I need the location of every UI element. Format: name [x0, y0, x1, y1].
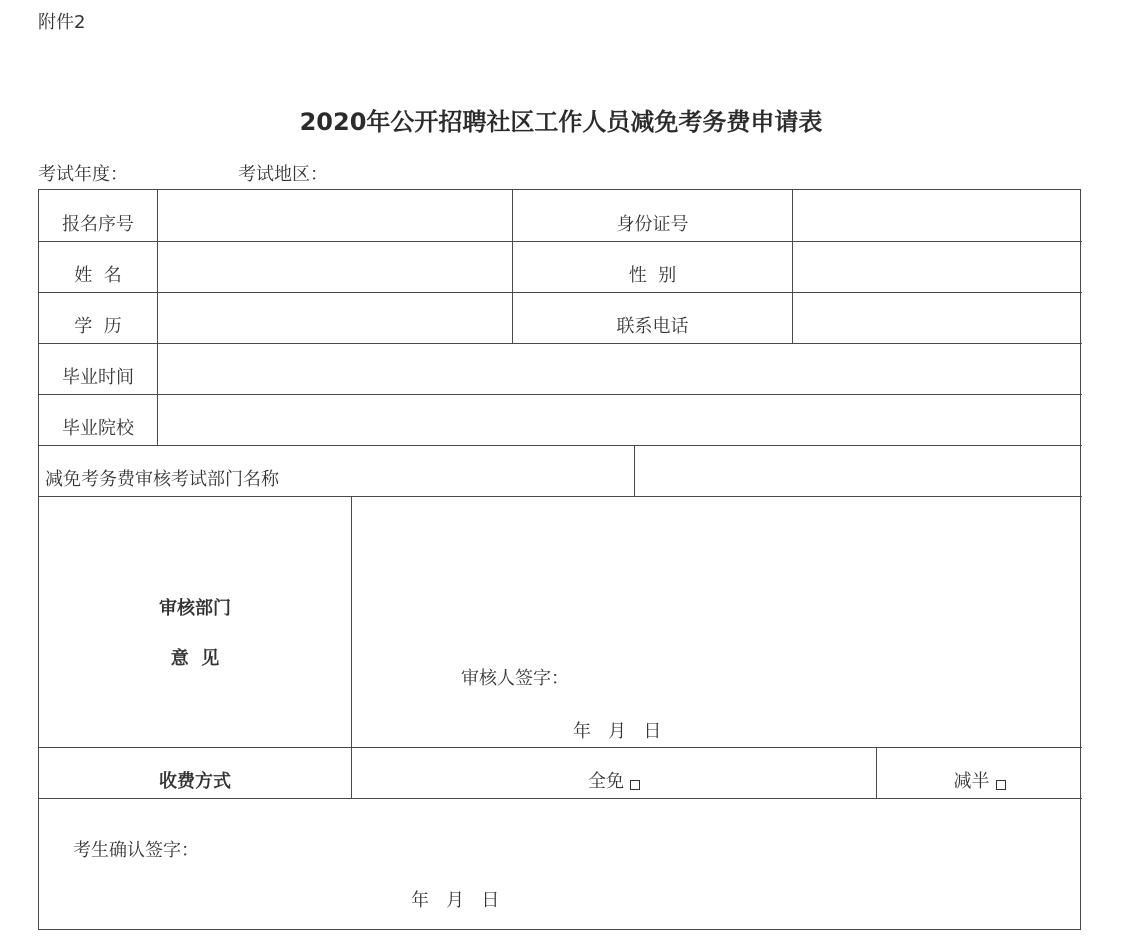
phone-field[interactable]	[793, 292, 1082, 343]
page-title: 2020年公开招聘社区工作人员减免考务费申请表	[299, 108, 823, 136]
grad-school-label: 毕业院校	[62, 418, 134, 439]
full-waiver-label: 全免	[588, 771, 624, 792]
dept-name-label: 减免考务费审核考试部门名称	[45, 469, 279, 490]
reg-no-field[interactable]	[158, 190, 512, 241]
candidate-sign-field[interactable]	[39, 799, 1082, 929]
application-form-table	[38, 189, 1081, 930]
id-no-field[interactable]	[793, 190, 1082, 241]
gender-field[interactable]	[793, 241, 1082, 292]
name-field[interactable]	[158, 241, 512, 292]
half-waiver-checkbox[interactable]	[996, 780, 1006, 790]
half-waiver-label: 减半	[953, 771, 990, 792]
candidate-date: 年 月 日	[411, 890, 500, 911]
review-dept-label: 审核部门	[159, 598, 231, 619]
education-label: 学 历	[74, 316, 122, 337]
reg-no-label: 报名序号	[62, 214, 134, 235]
full-waiver-checkbox[interactable]	[630, 780, 640, 790]
grad-time-field[interactable]	[158, 343, 1082, 394]
grad-school-field[interactable]	[158, 394, 1082, 445]
phone-label: 联系电话	[616, 316, 689, 337]
opinion-label: 意 见	[170, 648, 220, 669]
exam-region-label: 考试地区：	[238, 164, 328, 185]
reviewer-sign-label: 审核人签字：	[461, 668, 569, 689]
half-waiver-option[interactable]	[877, 747, 1082, 798]
name-label: 姓 名	[74, 265, 122, 286]
gender-label: 性 别	[628, 265, 677, 286]
attachment-label: 附件2	[38, 12, 86, 33]
grad-time-label: 毕业时间	[62, 367, 134, 388]
id-no-label: 身份证号	[616, 214, 689, 235]
exam-year-label: 考试年度：	[38, 164, 128, 185]
dept-name-field[interactable]	[635, 445, 1082, 496]
review-date: 年 月 日	[573, 721, 662, 742]
candidate-sign-label: 考生确认签字：	[73, 840, 199, 861]
education-field[interactable]	[158, 292, 512, 343]
review-opinion-field[interactable]	[352, 497, 1082, 747]
full-waiver-option[interactable]	[352, 747, 876, 798]
fee-method-label: 收费方式	[159, 771, 231, 792]
